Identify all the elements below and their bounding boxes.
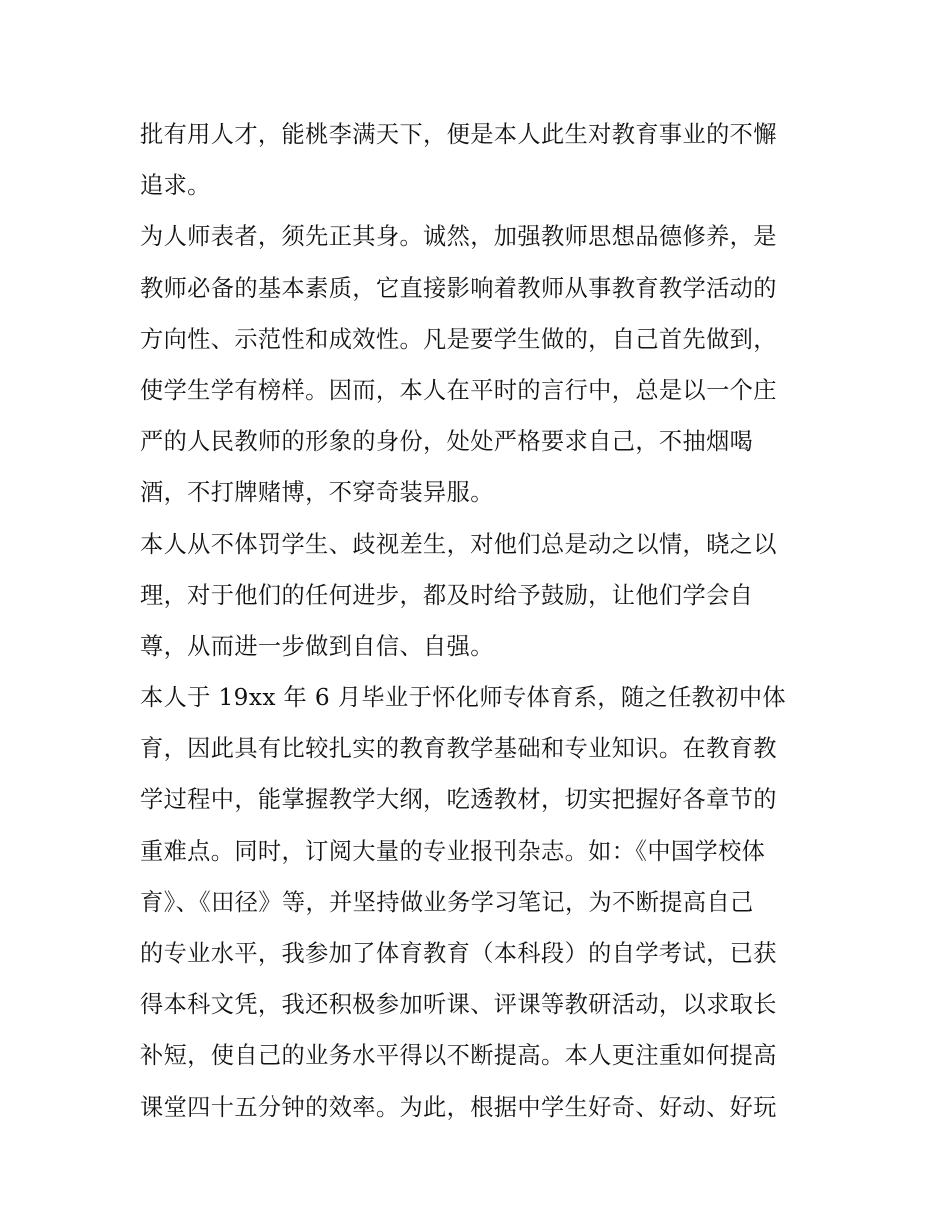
text-line: 酒，不打牌赌博，不穿奇装异服。 <box>140 479 494 507</box>
text-line: 教师必备的基本素质，它直接影响着教师从事教育教学活动的 <box>140 274 777 302</box>
text-line: 本人于 19xx 年 6 月毕业于怀化师专体育系，随之任教初中体 <box>140 684 787 712</box>
text-line: 补短，使自己的业务水平得以不断提高。本人更注重如何提高 <box>140 1042 777 1070</box>
text-line: 批有用人才，能桃李满天下，便是本人此生对教育事业的不懈 <box>140 121 777 148</box>
text-line: 育》、《田径》等，并坚持做业务学习笔记，为不断提高自己 <box>140 888 754 916</box>
text-line: 得本科文凭，我还积极参加听课、评课等教研活动，以求取长 <box>140 991 777 1019</box>
text-line: 尊，从而进一步做到自信、自强。 <box>140 632 494 660</box>
text-line: 方向性、示范性和成效性。凡是要学生做的，自己首先做到， <box>140 325 777 353</box>
text-line: 为人师表者，须先正其身。诚然，加强教师思想品德修养，是 <box>140 223 777 251</box>
text-line: 追求。 <box>140 172 211 200</box>
text-line: 理，对于他们的任何进步，都及时给予鼓励，让他们学会自 <box>140 581 754 609</box>
text-line: 育，因此具有比较扎实的教育教学基础和专业知识。在教育教 <box>140 735 777 763</box>
text-line: 使学生学有榜样。因而，本人在平时的言行中，总是以一个庄 <box>140 376 777 404</box>
text-line: 本人从不体罚学生、歧视差生，对他们总是动之以情，晓之以 <box>140 530 777 558</box>
text-line: 重难点。同时，订阅大量的专业报刊杂志。如：《中国学校体 <box>140 837 766 865</box>
text-line: 的专业水平，我参加了体育教育（本科段）的自学考试，已获 <box>140 940 777 967</box>
text-line: 学过程中，能掌握教学大纲，吃透教材，切实把握好各章节的 <box>140 786 777 814</box>
text-line: 严的人民教师的形象的身份，处处严格要求自己，不抽烟喝 <box>140 428 754 456</box>
text-line: 课堂四十五分钟的效率。为此，根据中学生好奇、好动、好玩 <box>140 1093 777 1121</box>
body-text <box>140 109 820 1133</box>
